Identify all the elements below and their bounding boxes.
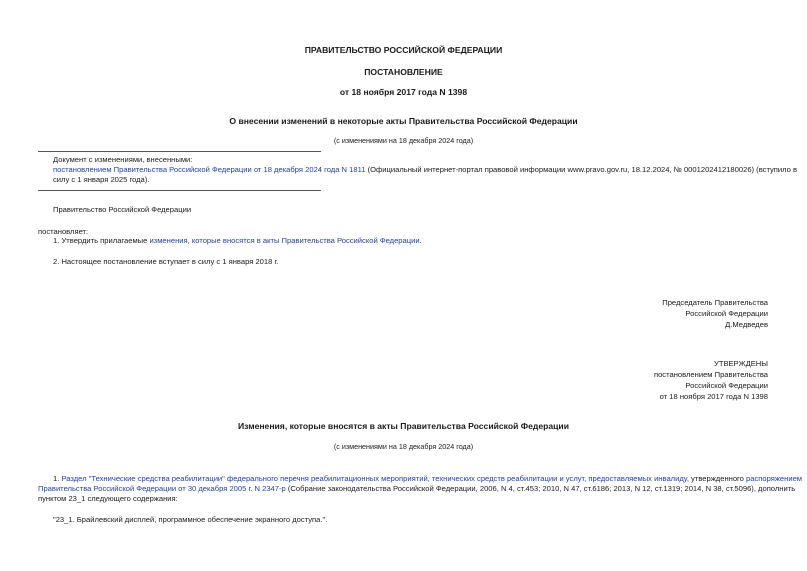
changes-item-1-line-3: пунктом 23_1 следующего содержания:: [38, 494, 178, 503]
signature-country: Российской Федерации: [685, 309, 768, 318]
approved-label: УТВЕРЖДЕНЫ: [714, 359, 768, 368]
order-link[interactable]: распоряжением: [746, 474, 803, 483]
item-text: , утвержденного: [686, 474, 746, 483]
item-number: 1.: [53, 474, 62, 483]
changes-link[interactable]: изменения, которые вносятся в акты Правительства Российской Федерации: [149, 236, 420, 245]
signature-name: Д.Медведев: [725, 320, 768, 329]
changes-title: Изменения, которые вносятся в акты Правительства Российской Федерации: [237, 421, 569, 431]
government-name: ПРАВИТЕЛЬСТВО РОССИЙСКОЙ ФЕДЕРАЦИИ: [304, 45, 503, 55]
info-box-source: (Официальный интернет-портал правовой информации www.pravo.gov.ru, 18.12.2024, № 0001202412180026) (вступило в: [365, 165, 798, 174]
issuer: Правительство Российской Федерации: [53, 205, 192, 214]
document-date-number: от 18 ноября 2017 года N 1398: [339, 87, 468, 97]
changes-item-1-line-1: [53, 474, 803, 484]
document-type: ПОСТАНОВЛЕНИЕ: [364, 67, 443, 77]
paragraph-2: 2. Настоящее постановление вступает в силу с 1 января 2018 г.: [53, 257, 279, 266]
paragraph-1-text: 1. Утвердить прилагаемые: [53, 236, 150, 245]
info-box-heading: Документ с изменениями, внесенными:: [53, 155, 193, 164]
paragraph-1: [53, 236, 422, 246]
approved-date: от 18 ноября 2017 года N 1398: [659, 392, 768, 401]
section-link[interactable]: Раздел "Технические средства реабилитации" федерального перечня реабилитационных мероприятий, технических средств реабилитации и услут, предоставляемых инвалиду: [61, 474, 687, 483]
quoted-addition: "23_1. Брайлевский дисплей, программное обеспечение экранного доступа.".: [53, 515, 328, 524]
approved-country: Российской Федерации: [685, 381, 768, 390]
changes-note: (с изменениями на 18 декабря 2024 года): [333, 136, 474, 145]
decides: постановляет:: [38, 227, 89, 236]
divider-top: [38, 151, 321, 152]
changes-section-note: (с изменениями на 18 декабря 2024 года): [333, 442, 474, 451]
document-title: О внесении изменений в некоторые акты Правительства Российской Федерации: [229, 116, 578, 126]
order-link-continued[interactable]: Правительства Российской Федерации от 30 декабря 2005 г. N 2347-р: [38, 484, 286, 493]
divider-bottom: [38, 190, 321, 191]
info-box-effective: силу с 1 января 2025 года).: [53, 175, 150, 184]
approved-by: постановлением Правительства: [653, 370, 768, 379]
signature-position: Председатель Правительства: [662, 298, 768, 307]
paragraph-1-end: .: [419, 236, 422, 245]
amending-act-link[interactable]: постановлением Правительства Российской Федерации от 18 декабря 2024 года N 1811: [53, 165, 366, 174]
info-box-line: [53, 165, 798, 175]
changes-item-1-line-2: [38, 484, 796, 494]
item-source: (Собрание законодательства Российской Федерации, 2006, N 4, ст.453; 2010, N 47, ст.6186; 2013, N 12, ст.1319; 2014, N 38, ст.5096), дополнить: [285, 484, 796, 493]
